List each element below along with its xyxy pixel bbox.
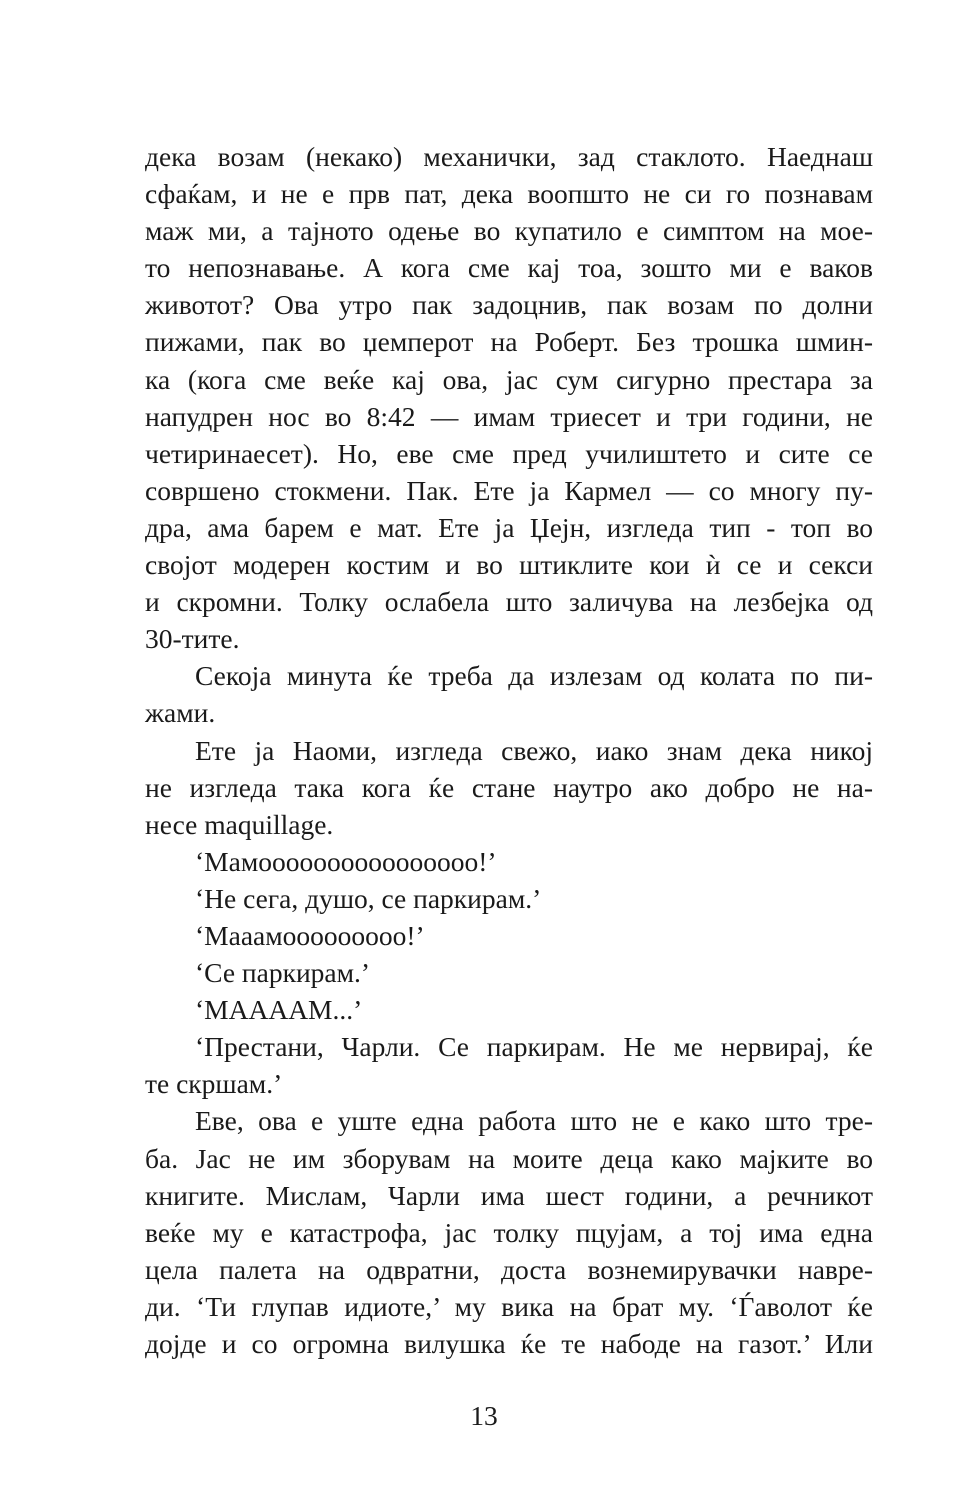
text-line: сфаќам, и не е прв пат, дека воопшто не си го познавам: [145, 178, 873, 210]
text-line: ба. Јас не им зборувам на моите деца како мајките во: [145, 1142, 873, 1174]
text-line: ‘Престани, Чарли. Се паркирам. Не ме нервирај, ќе: [195, 1031, 873, 1063]
text-line: 30-тите.: [145, 623, 240, 655]
text-line: Секоја минута ќе треба да излезам од колата по пи-: [195, 660, 873, 692]
text-line: пижами, пак во џемперот на Роберт. Без трошка шмин-: [145, 326, 873, 358]
page-body: [145, 138, 873, 1362]
text-line: напудрен нос во 8:42 — имам триесет и три години, не: [145, 400, 873, 432]
page-number: 13: [470, 1400, 498, 1431]
text-line: не изгледа така кога ќе стане наутро ако добро не на-: [145, 771, 873, 803]
text-line: ‘Се паркирам.’: [195, 957, 371, 989]
text-line: веќе му е катастрофа, јас толку пцујам, а тој има една: [145, 1216, 873, 1248]
text-line: ‘Не сега, душо, се паркирам.’: [195, 882, 542, 914]
text-line: ‘МААААМ...’: [195, 994, 363, 1026]
text-line: ка (кога сме веќе кај ова, јас сум сигурно престара за: [145, 363, 873, 395]
text-line: животот? Ова утро пак задоцнив, пак возам по долни: [145, 289, 873, 321]
text-line: те скршам.’: [145, 1068, 283, 1100]
text-line: то непознавање. А кога сме кај тоа, зошто ми е ваков: [145, 252, 873, 284]
text-line: совршено стокмени. Пак. Ете ја Кармел — со многу пу-: [145, 474, 873, 506]
text-line: книгите. Мислам, Чарли има шест години, а речникот: [145, 1179, 873, 1211]
text-line: дра, ама барем е мат. Ете ја Џејн, изгледа тип - топ во: [145, 511, 873, 543]
text-line: дојде и со огромна вилушка ќе те набоде на газот.’ Или: [145, 1328, 873, 1359]
text-line: цела палета на одвратни, доста вознемирувачки навре-: [145, 1253, 873, 1285]
text-line: жами.: [145, 697, 216, 729]
text-line: Ете ја Наоми, изгледа свежо, иако знам дека никој: [195, 734, 873, 766]
text-line: ‘Мамоооооооооооооооо!’: [195, 845, 497, 877]
text-line: дека возам (некако) механички, зад стаклото. Наеднаш: [145, 141, 873, 172]
text-line: и скромни. Толку ослабела што заличува на лезбејка од: [145, 586, 873, 618]
text-line: ‘Мааамооооооооо!’: [195, 919, 425, 951]
text-line: несе maquillage.: [145, 808, 334, 840]
text-line: маж ми, а тајното одење во купатило е симптом на мое-: [145, 215, 873, 247]
text-line: ди. ‘Ти глупав идиоте,’ му вика на брат му. ‘Ѓаволот ќе: [145, 1290, 873, 1322]
text-line: четиринаесет). Но, еве сме пред училиштето и сите се: [145, 437, 873, 469]
text-line: својот модерен костим и во штиклите кои ѝ се и секси: [145, 549, 873, 581]
text-line: Еве, ова е уште една работа што не е како што тре-: [195, 1105, 873, 1137]
